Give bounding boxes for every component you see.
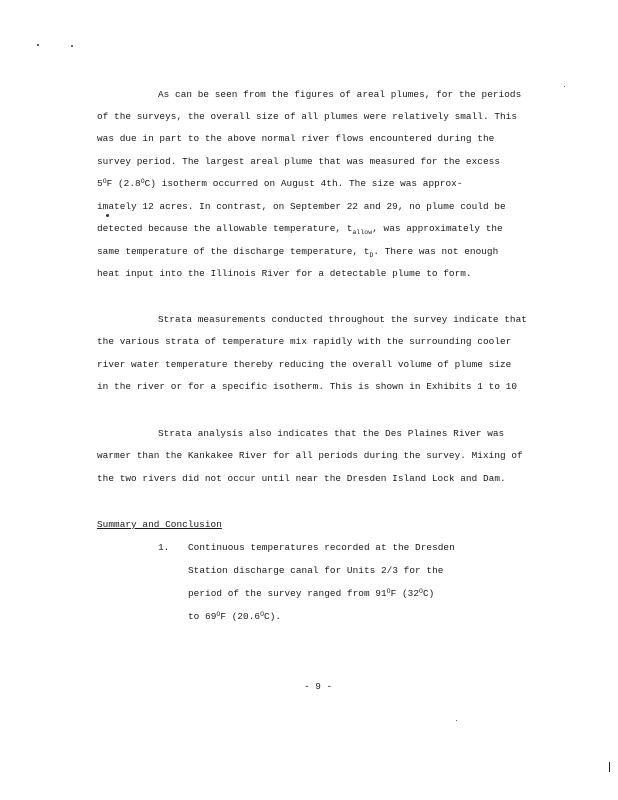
scan-speck xyxy=(564,86,565,87)
list-item-1-line-2: Station discharge canal for Units 2/3 for the xyxy=(188,565,444,576)
paragraph-2-line-4: in the river or for a specific isotherm. This is shown in Exhibits 1 to 10 xyxy=(97,381,518,392)
list-item-1-line-4: to $69^OF$ $(20.6^OC)$. xyxy=(188,611,282,622)
paragraph-1-line-9: heat input into the Illinois River for a detectable plume to form. xyxy=(97,268,472,279)
page-number: - 9 - xyxy=(304,681,333,692)
paragraph-2-line-3: river water temperature thereby reducing the overall volume of plume size xyxy=(97,359,512,370)
list-item-number: 1. xyxy=(158,542,170,553)
scan-speck xyxy=(456,720,457,721)
list-item-1-line-3: period of the survey ranged from $91^OF$ $(32^OC)$ xyxy=(188,588,435,599)
paragraph-1-line-8: same temperature of the discharge temperature, $t_D$. There was not enough xyxy=(97,246,499,259)
scan-speck xyxy=(106,214,109,217)
list-item-1-line-1: Continuous temperatures recorded at the Dresden xyxy=(188,542,455,553)
scan-speck xyxy=(37,44,39,46)
paragraph-1-line-5: $5^OF$ $(2.8^OC)$ isotherm occurred on August 4th. The size was approx- xyxy=(97,178,463,189)
paragraph-1-line-1: As can be seen from the figures of areal plumes, for the periods xyxy=(158,89,522,100)
paragraph-1-line-2: of the surveys, the overall size of all plumes were relatively small. This xyxy=(97,111,518,122)
paragraph-2-line-2: the various strata of temperature mix rapidly with the surrounding cooler xyxy=(97,336,512,347)
paragraph-3-line-1: Strata analysis also indicates that the Des Plaines River was xyxy=(158,428,505,439)
paragraph-1-line-6: imately 12 acres. In contrast, on September 22 and 29, no plume could be xyxy=(97,201,506,212)
paragraph-1-line-4: survey period. The largest areal plume that was measured for the excess xyxy=(97,156,500,167)
scan-mark xyxy=(609,762,610,772)
scan-speck xyxy=(71,45,73,47)
paragraph-2-line-1: Strata measurements conducted throughout the survey indicate that xyxy=(158,314,527,325)
paragraph-3-line-3: the two rivers did not occur until near the Dresden Island Lock and Dam. xyxy=(97,473,506,484)
paragraph-1-line-3: was due in part to the above normal river flows encountered during the xyxy=(97,133,495,144)
paragraph-1-line-7: detected because the allowable temperature, $t_{allow}$, was approximately the xyxy=(97,223,503,236)
section-heading: Summary and Conclusion xyxy=(97,519,222,530)
paragraph-3-line-2: warmer than the Kankakee River for all periods during the survey. Mixing of xyxy=(97,450,523,461)
